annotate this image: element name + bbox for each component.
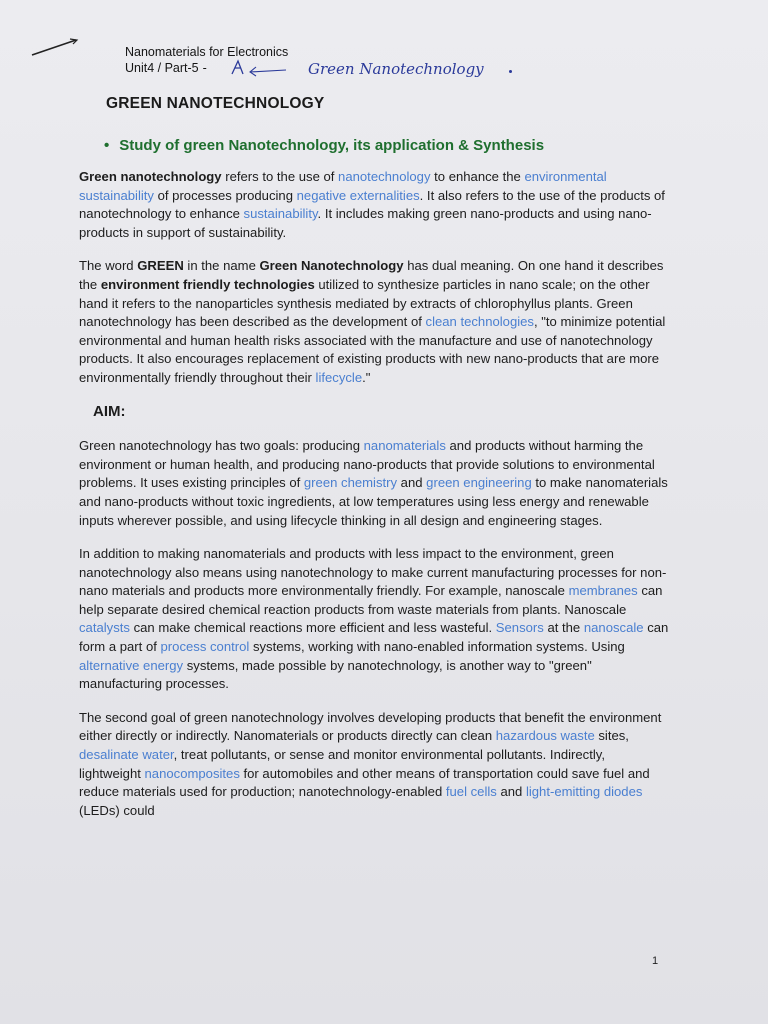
paragraph-second-goal — [79, 709, 669, 821]
text: systems, working with nano-enabled information systems. Using — [249, 639, 625, 655]
text: The word — [79, 258, 138, 274]
text: Green nanotechnology has two goals: producing — [79, 438, 364, 454]
link-light-emitting-diodes[interactable]: light-emitting diodes — [525, 784, 643, 800]
link-sensors[interactable]: Sensors — [495, 620, 544, 636]
link-nanotechnology[interactable]: nanotechnology — [338, 169, 431, 184]
text: ." — [362, 369, 371, 385]
course-name: Nanomaterials for Electronics — [125, 45, 289, 59]
unit-part-text: Unit4 / Part-5 — [125, 61, 199, 75]
link-clean-technologies[interactable]: clean technologies — [425, 314, 534, 330]
text: has dual meaning. On one hand it describes the — [79, 258, 664, 292]
handwritten-dot — [509, 70, 512, 73]
text: for automobiles and other means of transportation could save fuel and reduce materials used for production; nanotechnology-enabled — [79, 765, 650, 800]
text: In addition to making nanomaterials and products with less impact to the environment, green nanotechnology also means using nanotechnology to make current manufacturing processes for non-nano materials and products more environmentally friendly. For example, nanoscale — [79, 546, 667, 599]
text: sites, — [594, 728, 629, 744]
term-green: GREEN — [137, 258, 184, 274]
paragraph-manufacturing — [79, 545, 669, 694]
text: in the name — [183, 258, 260, 274]
paragraph-goals — [79, 437, 669, 530]
link-green-chemistry[interactable]: green chemistry — [303, 475, 398, 491]
link-process-control[interactable]: process control — [160, 639, 250, 655]
subtitle-bullet — [104, 137, 544, 154]
handwritten-a-arrow — [228, 58, 298, 78]
text: at the — [543, 620, 584, 636]
link-nanoscale[interactable]: nanoscale — [583, 620, 644, 636]
handwritten-annotation — [304, 52, 504, 84]
aim-heading: AIM: — [93, 402, 126, 420]
text: utilized to synthesize particles in nano scale; on the other hand it refers to the nanoparticles synthesis mediated by extracts of chlorophyllus plants. Green nanotechnology has been described as the development of — [79, 276, 650, 330]
link-membranes[interactable]: membranes — [568, 583, 638, 599]
text: of processes producing — [153, 187, 297, 203]
text: to enhance the — [430, 169, 525, 184]
subtitle-text: Study of green Nanotechnology, its application & Synthesis — [119, 137, 545, 154]
text: . It includes making green nano-products and using nano-products in support of sustainability. — [79, 206, 652, 240]
text: systems, made possible by nanotechnology, is another way to "green" manufacturing processes. — [79, 657, 592, 692]
term-green-nanotechnology: Green Nanotechnology — [259, 258, 404, 274]
page-title: GREEN NANOTECHNOLOGY — [106, 95, 325, 112]
text: . It also refers to the use of the products of nanotechnology to enhance — [79, 187, 665, 222]
link-environmental-sustainability[interactable]: environmental sustainability — [79, 169, 607, 203]
link-fuel-cells[interactable]: fuel cells — [445, 784, 497, 800]
document-body — [79, 168, 669, 835]
text: The second goal of green nanotechnology involves developing products that benefit the environment either directly or indirectly. Nanomaterials or products directly can clean — [79, 709, 662, 744]
bullet-icon: • — [104, 137, 110, 154]
page-number: 1 — [652, 955, 659, 967]
text: , "to minimize potential environmental and human health risks associated with the manufacture and use of nanotechnology products. It also encourages replacement of existing products with new nano-products that are more environmentally friendly throughout their — [79, 314, 666, 385]
link-sustainability[interactable]: sustainability — [243, 206, 318, 222]
link-catalysts[interactable]: catalysts — [79, 620, 130, 636]
pen-stroke-mark — [30, 36, 80, 58]
handwritten-note-text: Green Nanotechnology — [308, 60, 484, 78]
paragraph-green-meaning — [79, 257, 669, 387]
text: (LEDs) could — [79, 802, 155, 818]
link-nanomaterials[interactable]: nanomaterials — [363, 438, 446, 454]
term-environment-friendly-technologies: environment friendly technologies — [100, 276, 315, 292]
text: , treat pollutants, or sense and monitor environmental pollutants. Indirectly, lightweight — [79, 747, 605, 781]
header-dash: - — [202, 61, 207, 75]
link-lifecycle[interactable]: lifecycle — [315, 369, 363, 385]
text: can form a part of — [79, 620, 669, 655]
text: can help separate desired chemical reaction products from waste materials from plants. Nanoscale — [79, 583, 663, 617]
link-negative-externalities[interactable]: negative externalities — [296, 187, 420, 203]
text: and products without harming the environment or human health, and producing nano-products that provide solutions to environmental problems. It uses existing principles of — [79, 438, 655, 491]
paragraph-definition — [79, 168, 669, 242]
term-green-nanotechnology: Green nanotechnology — [79, 169, 222, 184]
text: and — [397, 475, 427, 491]
text: refers to the use of — [221, 169, 339, 184]
text: to make nanomaterials and nano-products without toxic ingredients, at low temperatures using less energy and renewable inputs wherever possible, and using lifecycle thinking in all design and engineering stages. — [79, 475, 668, 528]
link-nanocomposites[interactable]: nanocomposites — [144, 765, 240, 781]
text: can make chemical reactions more efficient and less wasteful. — [129, 620, 496, 636]
link-desalinate-water[interactable]: desalinate water — [79, 747, 174, 763]
link-alternative-energy[interactable]: alternative energy — [79, 657, 184, 673]
link-green-engineering[interactable]: green engineering — [426, 475, 532, 491]
text: and — [496, 784, 526, 800]
link-hazardous-waste[interactable]: hazardous waste — [495, 728, 595, 744]
